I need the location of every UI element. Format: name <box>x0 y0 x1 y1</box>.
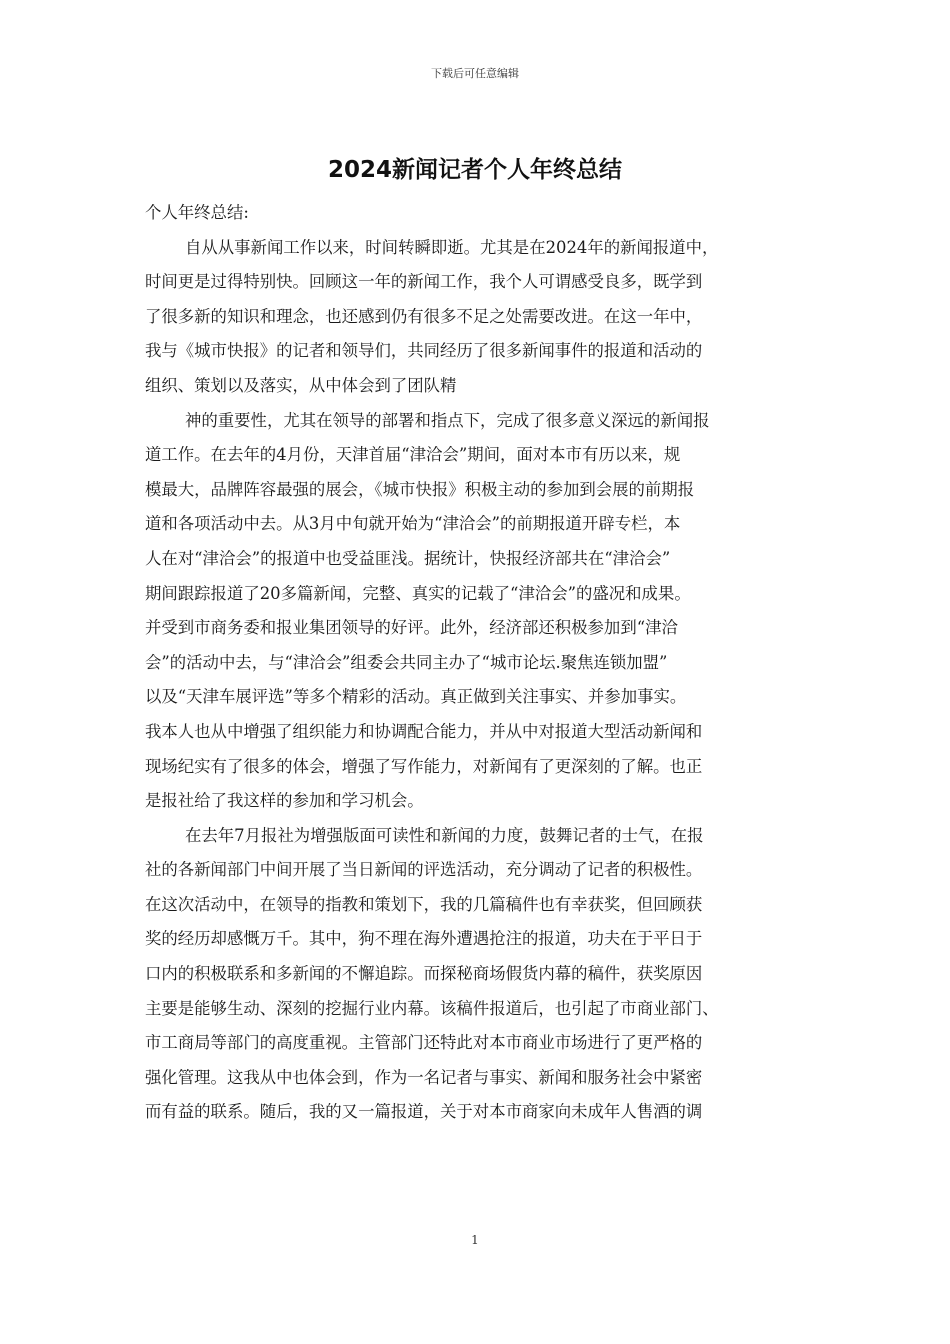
paragraph-line: 神的重要性，尤其在领导的部署和指点下，完成了很多意义深远的新闻报 <box>185 410 710 430</box>
paragraph-line: 道和各项活动中去。从3月中旬就开始为“津洽会”的前期报道开辟专栏，本 <box>145 514 681 534</box>
paragraph-line: 组织、策划以及落实，从中体会到了团队精 <box>145 375 457 395</box>
paragraph-line: 社的各新闻部门中间开展了当日新闻的评选活动，充分调动了记者的积极性。 <box>145 860 703 880</box>
paragraph-line: 期间跟踪报道了20多篇新闻，完整、真实的记载了“津洽会”的盛况和成果。 <box>145 583 691 603</box>
paragraph-line: 人在对“津洽会”的报道中也受益匪浅。据统计，快报经济部共在“津洽会” <box>145 548 671 568</box>
paragraph-line: 口内的积极联系和多新闻的不懈追踪。而探秘商场假货内幕的稿件，获奖原因 <box>145 964 703 984</box>
paragraph-line: 道工作。在去年的4月份，天津首届“津洽会”期间，面对本市有历以来，规 <box>145 445 681 465</box>
paragraph-line: 了很多新的知识和理念，也还感到仍有很多不足之处需要改进。在这一年中， <box>145 306 703 326</box>
paragraph-line: 奖的经历却感慨万千。其中，狗不理在海外遭遇抢注的报道，功夫在于平日于 <box>145 929 703 949</box>
paragraph-line: 并受到市商务委和报业集团领导的好评。此外，经济部还积极参加到“津洽 <box>145 618 678 638</box>
paragraph-line: 时间更是过得特别快。回顾这一年的新闻工作，我个人可谓感受良多，既学到 <box>145 272 703 292</box>
salutation-line: 个人年终总结: <box>145 203 249 222</box>
document-body <box>145 196 807 1130</box>
paragraph-line: 在这次活动中，在领导的指教和策划下，我的几篇稿件也有幸获奖，但回顾获 <box>145 894 703 914</box>
paragraph-line: 主要是能够生动、深刻的挖掘行业内幕。该稿件报道后，也引起了市商业部门、 <box>145 998 719 1018</box>
paragraph-line: 市工商局等部门的高度重视。主管部门还特此对本市商业市场进行了更严格的 <box>145 1033 703 1053</box>
document-title: 2024新闻记者个人年终总结 <box>327 157 622 183</box>
paragraph-line: 我与《城市快报》的记者和领导们，共同经历了很多新闻事件的报道和活动的 <box>145 341 703 361</box>
paragraph-line: 模最大，品牌阵容最强的展会，《城市快报》积极主动的参加到会展的前期报 <box>145 479 695 499</box>
paragraph-line: 而有益的联系。随后，我的又一篇报道，关于对本市商家向未成年人售酒的调 <box>145 1102 703 1122</box>
paragraph-line: 以及“天津车展评选”等多个精彩的活动。真正做到关注事实、并参加事实。 <box>145 687 687 707</box>
paragraph-line: 会”的活动中去，与“津洽会”组委会共同主办了“城市论坛.聚焦连锁加盟” <box>145 652 668 672</box>
paragraph-line: 是报社给了我这样的参加和学习机会。 <box>145 791 424 811</box>
page-number: 1 <box>471 1233 479 1247</box>
paragraph-line: 现场纪实有了很多的体会，增强了写作能力，对新闻有了更深刻的了解。也正 <box>145 756 703 776</box>
paragraph-line: 我本人也从中增强了组织能力和协调配合能力，并从中对报道大型活动新闻和 <box>145 721 703 741</box>
paragraph-line: 在去年7月报社为增强版面可读性和新闻的力度，鼓舞记者的士气，在报 <box>185 825 704 845</box>
paragraph-line: 自从从事新闻工作以来，时间转瞬即逝。尤其是在2024年的新闻报道中， <box>185 237 719 257</box>
page-header-note: 下载后可任意编辑 <box>431 67 519 80</box>
paragraph-line: 强化管理。这我从中也体会到，作为一名记者与事实、新闻和服务社会中紧密 <box>145 1067 703 1087</box>
